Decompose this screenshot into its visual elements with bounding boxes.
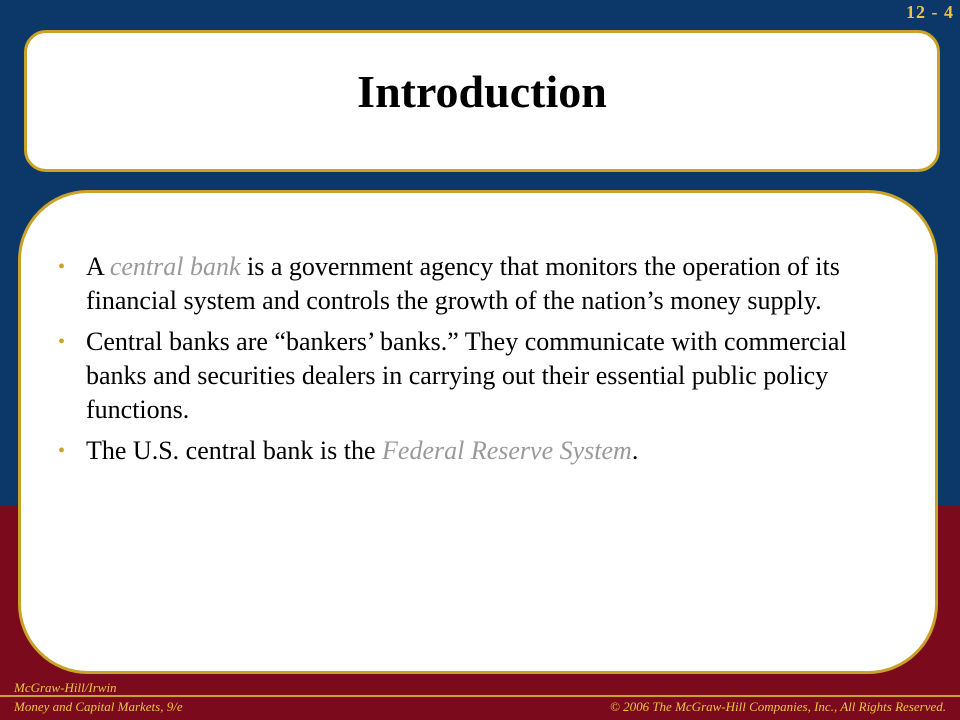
bullet-text: Central banks are “bankers’ banks.” They communicate with commercial banks and securities dealers in carrying out their essential public policy functions. — [86, 327, 847, 424]
bullet-text-prefix: A — [86, 252, 110, 281]
footer-book-title: Money and Capital Markets, 9/e — [14, 699, 183, 714]
footer-copyright: © 2006 The McGraw-Hill Companies, Inc., All Rights Reserved. — [609, 699, 946, 714]
bullet-text-suffix: . — [631, 436, 639, 465]
bullet-icon: • — [58, 440, 66, 462]
bullet-item-federal-reserve — [58, 434, 886, 468]
bullet-item-bankers-banks — [58, 325, 886, 427]
title-panel — [24, 30, 940, 172]
bullet-icon: • — [58, 331, 66, 353]
bullet-item-central-bank — [58, 250, 886, 318]
page-number: 12 - 4 — [906, 2, 954, 22]
bullet-text-prefix: The U.S. central bank is the — [86, 436, 383, 465]
bullet-icon: • — [58, 256, 66, 278]
bullet-text-suffix: is a government agency that monitors the operation of its financial system and controls the growth of the nation’s money supply. — [86, 252, 840, 315]
footer-left — [14, 678, 183, 716]
term-central-bank: central bank — [109, 252, 241, 281]
term-federal-reserve-system: Federal Reserve System — [382, 436, 632, 465]
footer-publisher: McGraw-Hill/Irwin — [14, 680, 117, 695]
bullet-list — [58, 250, 886, 475]
slide-title: Introduction — [357, 66, 607, 117]
